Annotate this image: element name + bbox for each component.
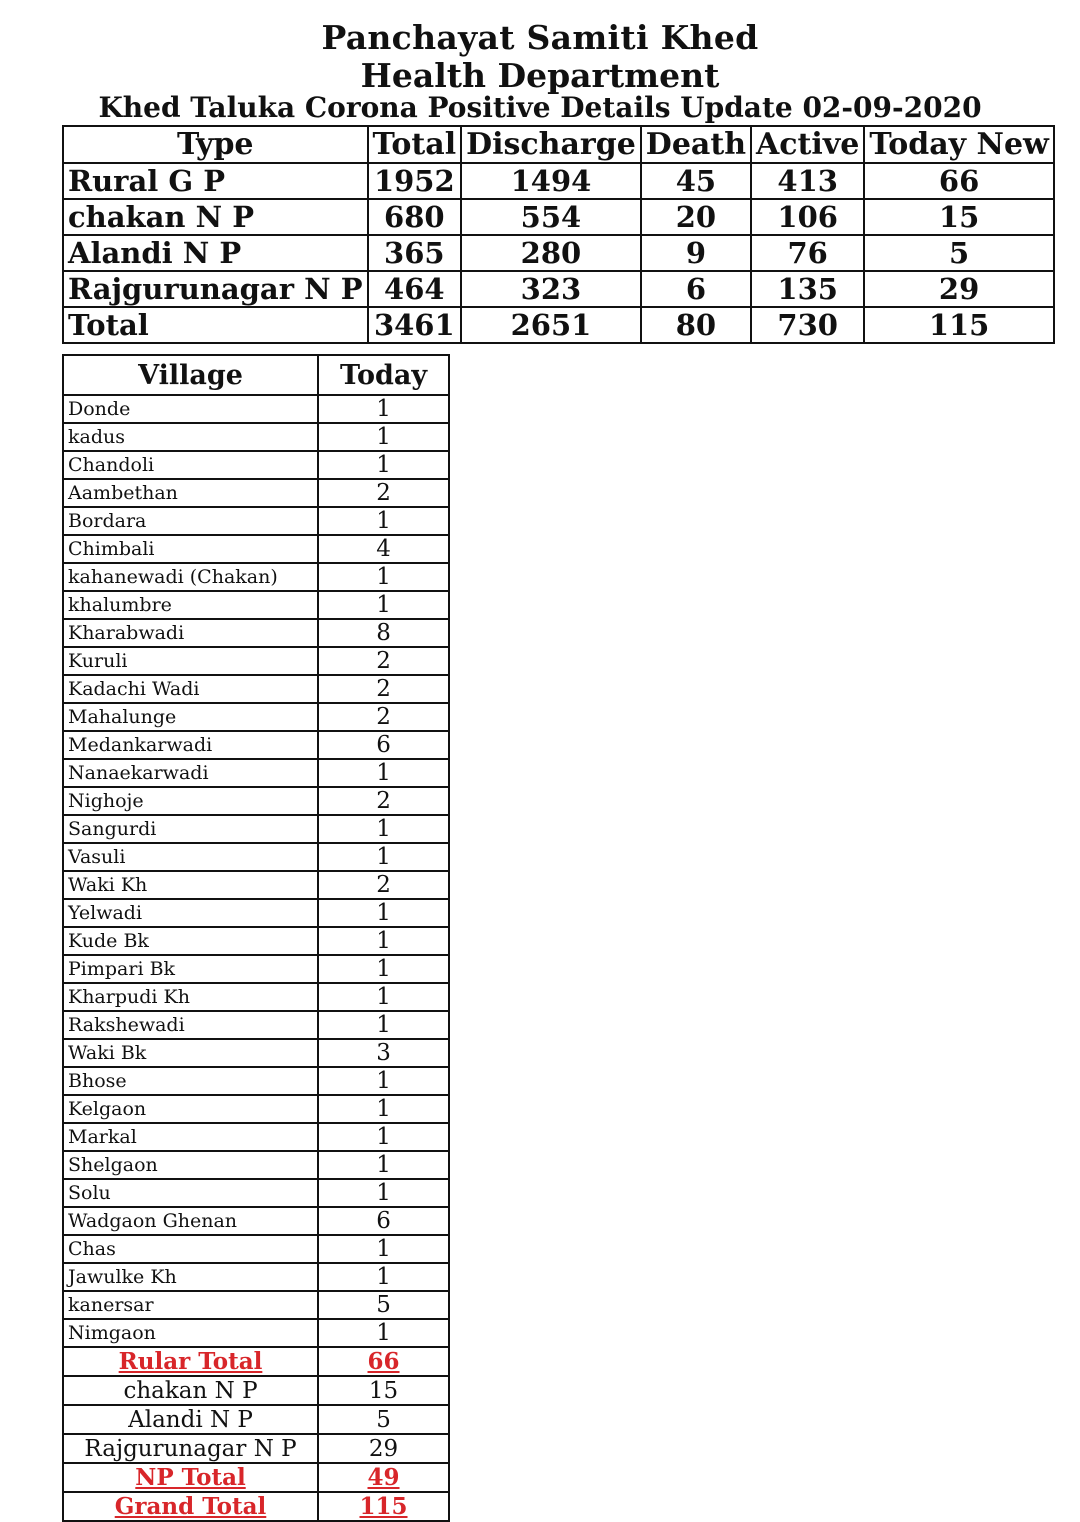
total-value: 66 — [318, 1347, 449, 1376]
village-today-count: 1 — [318, 983, 449, 1011]
village-name: Kuruli — [63, 647, 318, 675]
village-row — [63, 479, 449, 507]
village-today-count: 1 — [318, 507, 449, 535]
summary-col-active: Active — [751, 126, 864, 163]
village-today-count: 1 — [318, 1235, 449, 1263]
summary-col-today-new: Today New — [864, 126, 1054, 163]
total-row — [63, 1434, 449, 1463]
summary-col-discharge: Discharge — [461, 126, 641, 163]
total-label: NP Total — [63, 1463, 318, 1492]
village-today-count: 2 — [318, 675, 449, 703]
village-row — [63, 787, 449, 815]
summary-value-cell: 20 — [641, 199, 751, 235]
summary-row — [63, 199, 1054, 235]
village-row — [63, 507, 449, 535]
document-title: Panchayat Samiti Khed — [321, 18, 759, 57]
village-name: Sangurdi — [63, 815, 318, 843]
summary-type-cell: Alandi N P — [63, 235, 368, 271]
village-today-count: 1 — [318, 955, 449, 983]
village-name: kanersar — [63, 1291, 318, 1319]
village-row — [63, 451, 449, 479]
summary-value-cell: 365 — [368, 235, 462, 271]
village-row — [63, 1179, 449, 1207]
village-name: Jawulke Kh — [63, 1263, 318, 1291]
village-today-count: 1 — [318, 843, 449, 871]
summary-row — [63, 271, 1054, 307]
summary-type-cell: Rajgurunagar N P — [63, 271, 368, 307]
village-name: Rakshewadi — [63, 1011, 318, 1039]
total-label: chakan N P — [63, 1376, 318, 1405]
summary-value-cell: 6 — [641, 271, 751, 307]
summary-value-cell: 1494 — [461, 163, 641, 199]
summary-row — [63, 307, 1054, 343]
village-row — [63, 1151, 449, 1179]
village-today-count: 1 — [318, 423, 449, 451]
summary-value-cell: 1952 — [368, 163, 462, 199]
village-today-count: 6 — [318, 1207, 449, 1235]
total-row — [63, 1492, 449, 1521]
total-label: Alandi N P — [63, 1405, 318, 1434]
summary-value-cell: 115 — [864, 307, 1054, 343]
summary-value-cell: 15 — [864, 199, 1054, 235]
total-value: 115 — [318, 1492, 449, 1521]
summary-value-cell: 323 — [461, 271, 641, 307]
summary-value-cell: 135 — [751, 271, 864, 307]
village-name: Kude Bk — [63, 927, 318, 955]
summary-value-cell: 5 — [864, 235, 1054, 271]
village-row — [63, 703, 449, 731]
village-today-count: 2 — [318, 871, 449, 899]
summary-value-cell: 413 — [751, 163, 864, 199]
village-name: Bhose — [63, 1067, 318, 1095]
village-today-count: 1 — [318, 1095, 449, 1123]
village-row — [63, 591, 449, 619]
village-name: Yelwadi — [63, 899, 318, 927]
village-today-count: 1 — [318, 591, 449, 619]
summary-row — [63, 235, 1054, 271]
total-label: Rajgurunagar N P — [63, 1434, 318, 1463]
village-name: Waki Kh — [63, 871, 318, 899]
summary-type-cell: Rural G P — [63, 163, 368, 199]
total-value: 5 — [318, 1405, 449, 1434]
village-row — [63, 871, 449, 899]
summary-type-cell: Total — [63, 307, 368, 343]
summary-value-cell: 106 — [751, 199, 864, 235]
village-today-count: 1 — [318, 1123, 449, 1151]
summary-type-cell: chakan N P — [63, 199, 368, 235]
village-row — [63, 955, 449, 983]
village-today-count: 4 — [318, 535, 449, 563]
summary-value-cell: 464 — [368, 271, 462, 307]
village-name: Pimpari Bk — [63, 955, 318, 983]
village-today-count: 1 — [318, 1319, 449, 1347]
village-name: Chandoli — [63, 451, 318, 479]
summary-table — [62, 125, 1055, 344]
department-title: Health Department — [360, 56, 720, 95]
village-today-count: 1 — [318, 395, 449, 423]
total-label: Grand Total — [63, 1492, 318, 1521]
village-row — [63, 563, 449, 591]
village-today-count: 1 — [318, 1067, 449, 1095]
village-table — [62, 354, 450, 1522]
total-value: 29 — [318, 1434, 449, 1463]
village-row — [63, 535, 449, 563]
village-row — [63, 675, 449, 703]
village-name: Markal — [63, 1123, 318, 1151]
summary-value-cell: 45 — [641, 163, 751, 199]
village-name: Bordara — [63, 507, 318, 535]
village-today-count: 6 — [318, 731, 449, 759]
village-name: Kharpudi Kh — [63, 983, 318, 1011]
village-name: Chas — [63, 1235, 318, 1263]
village-row — [63, 619, 449, 647]
total-label: Rular Total — [63, 1347, 318, 1376]
village-name: Shelgaon — [63, 1151, 318, 1179]
village-today-count: 1 — [318, 563, 449, 591]
village-row — [63, 1207, 449, 1235]
village-today-count: 1 — [318, 899, 449, 927]
summary-col-death: Death — [641, 126, 751, 163]
village-row — [63, 647, 449, 675]
village-today-count: 2 — [318, 647, 449, 675]
village-name: Chimbali — [63, 535, 318, 563]
summary-value-cell: 80 — [641, 307, 751, 343]
village-name: Donde — [63, 395, 318, 423]
total-value: 49 — [318, 1463, 449, 1492]
summary-value-cell: 554 — [461, 199, 641, 235]
village-today-count: 1 — [318, 1179, 449, 1207]
village-row — [63, 1039, 449, 1067]
village-row — [63, 1235, 449, 1263]
village-row — [63, 731, 449, 759]
village-name: kahanewadi (Chakan) — [63, 563, 318, 591]
summary-row — [63, 163, 1054, 199]
village-today-count: 2 — [318, 479, 449, 507]
village-name: Kadachi Wadi — [63, 675, 318, 703]
village-name: Nanaekarwadi — [63, 759, 318, 787]
summary-value-cell: 9 — [641, 235, 751, 271]
summary-value-cell: 29 — [864, 271, 1054, 307]
summary-value-cell: 730 — [751, 307, 864, 343]
village-name: Aambethan — [63, 479, 318, 507]
village-row — [63, 1011, 449, 1039]
village-row — [63, 927, 449, 955]
village-today-count: 1 — [318, 1263, 449, 1291]
village-today-count: 1 — [318, 1011, 449, 1039]
village-row — [63, 423, 449, 451]
village-today-count: 5 — [318, 1291, 449, 1319]
update-subtitle: Khed Taluka Corona Positive Details Update 02-09-2020 — [98, 91, 982, 124]
village-today-count: 1 — [318, 451, 449, 479]
village-row — [63, 1319, 449, 1347]
village-name: Nighoje — [63, 787, 318, 815]
summary-value-cell: 76 — [751, 235, 864, 271]
village-today-count: 3 — [318, 1039, 449, 1067]
village-row — [63, 843, 449, 871]
village-today-count: 2 — [318, 787, 449, 815]
village-row — [63, 899, 449, 927]
village-row — [63, 815, 449, 843]
village-row — [63, 1123, 449, 1151]
summary-header-row — [63, 126, 1054, 163]
village-row — [63, 395, 449, 423]
village-today-count: 1 — [318, 1151, 449, 1179]
village-row — [63, 759, 449, 787]
village-col-name: Village — [63, 355, 318, 395]
summary-value-cell: 3461 — [368, 307, 462, 343]
village-today-count: 1 — [318, 927, 449, 955]
summary-col-total: Total — [368, 126, 462, 163]
village-row — [63, 1067, 449, 1095]
village-row — [63, 983, 449, 1011]
village-name: Vasuli — [63, 843, 318, 871]
village-row — [63, 1291, 449, 1319]
village-name: Wadgaon Ghenan — [63, 1207, 318, 1235]
village-name: Waki Bk — [63, 1039, 318, 1067]
village-name: khalumbre — [63, 591, 318, 619]
village-today-count: 2 — [318, 703, 449, 731]
village-today-count: 8 — [318, 619, 449, 647]
summary-value-cell: 280 — [461, 235, 641, 271]
total-row — [63, 1463, 449, 1492]
village-row — [63, 1263, 449, 1291]
village-name: Nimgaon — [63, 1319, 318, 1347]
village-today-count: 1 — [318, 815, 449, 843]
village-header-row — [63, 355, 449, 395]
summary-value-cell: 2651 — [461, 307, 641, 343]
summary-col-type: Type — [63, 126, 368, 163]
village-name: Solu — [63, 1179, 318, 1207]
village-name: kadus — [63, 423, 318, 451]
village-name: Kharabwadi — [63, 619, 318, 647]
village-name: Kelgaon — [63, 1095, 318, 1123]
total-row — [63, 1347, 449, 1376]
total-row — [63, 1405, 449, 1434]
village-row — [63, 1095, 449, 1123]
total-value: 15 — [318, 1376, 449, 1405]
village-today-count: 1 — [318, 759, 449, 787]
summary-value-cell: 680 — [368, 199, 462, 235]
village-col-today: Today — [318, 355, 449, 395]
total-row — [63, 1376, 449, 1405]
summary-value-cell: 66 — [864, 163, 1054, 199]
village-name: Medankarwadi — [63, 731, 318, 759]
village-name: Mahalunge — [63, 703, 318, 731]
